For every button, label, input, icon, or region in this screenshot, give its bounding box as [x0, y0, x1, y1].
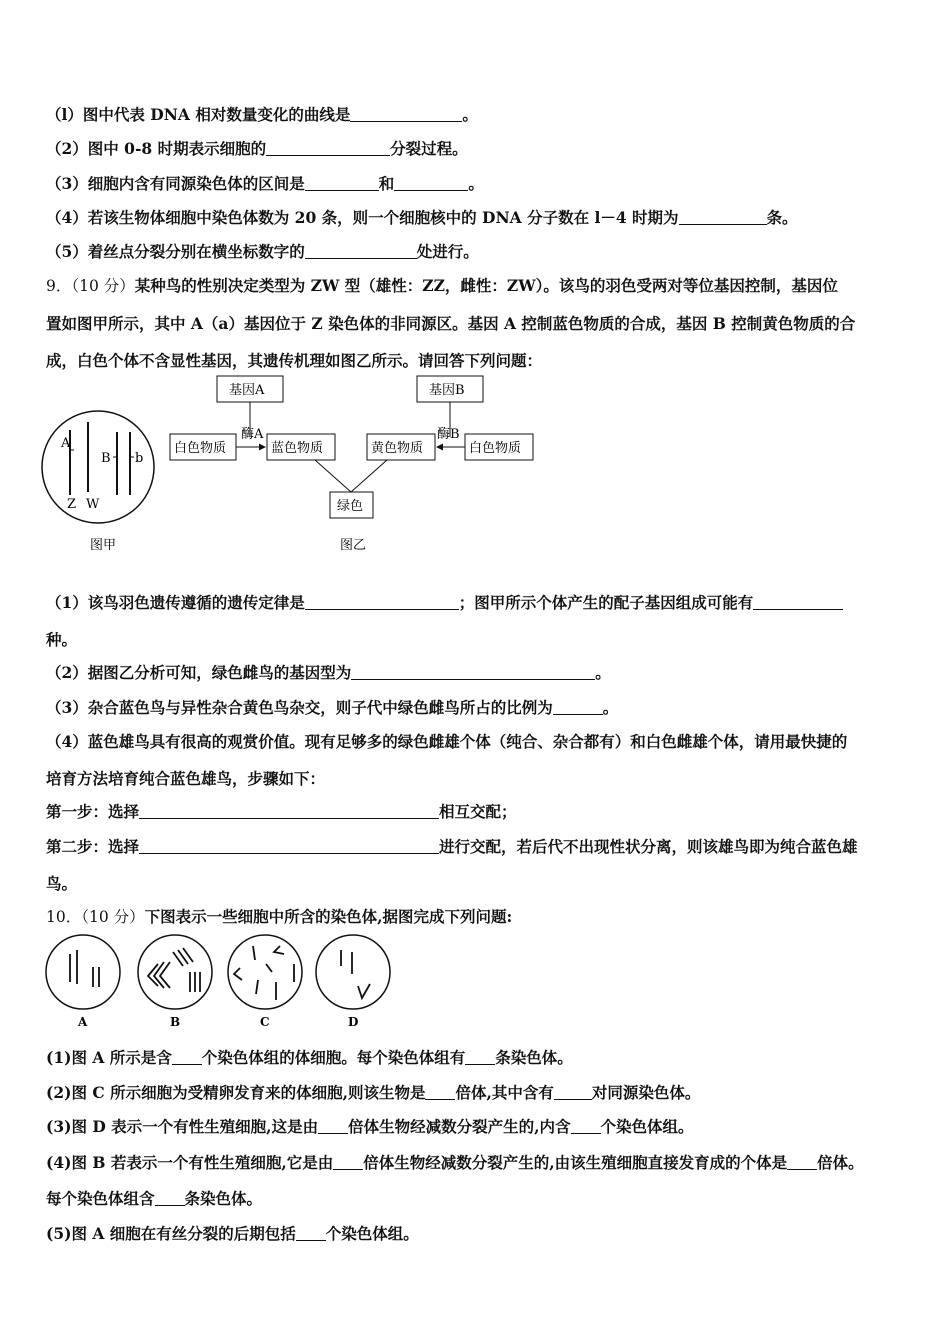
q9-sub3: （3）杂合蓝色鸟与异性杂合黄色鸟杂交，则子代中绿色雌鸟所占的比例为 。 — [46, 698, 619, 717]
q9-sub2: （2）据图乙分析可知，绿色雌鸟的基因型为 。 — [46, 663, 611, 682]
chromosome-label-W: W — [86, 497, 100, 512]
answer-blank[interactable] — [554, 1084, 592, 1101]
figure-caption-yi: 图乙 — [340, 538, 367, 553]
cell-label-A: A — [78, 1015, 88, 1029]
svg-text:白色物质: 白色物质 — [174, 441, 227, 456]
question-number: 9．（10 分） — [46, 277, 135, 295]
q8-sub1: （l）图中代表 DNA 相对数量变化的曲线是 。 — [46, 105, 478, 124]
gene-b-label: 基因B — [429, 383, 465, 398]
figure-chromosome-cells — [40, 932, 400, 1032]
q10-stem: 10．（10 分）下图表示一些细胞中所含的染色体,据图完成下列问题: — [46, 907, 513, 926]
q9-step2-cont: 鸟。 — [46, 874, 78, 893]
gene-label-B: B — [101, 451, 111, 466]
q9-step1: 第一步：选择 相互交配； — [46, 802, 517, 821]
gene-a-label: 基因A — [229, 383, 265, 398]
answer-blank[interactable] — [333, 1154, 363, 1171]
q9-sub1: （1）该鸟羽色遗传遵循的遗传定律是 ；图甲所示个体产生的配子基因组成可能有 — [46, 591, 843, 613]
q8-sub4: （4）若该生物体细胞中染色体数为 20 条，则一个细胞核中的 DNA 分子数在 l－4 时期为 条。 — [46, 208, 798, 227]
svg-text:绿色: 绿色 — [337, 499, 364, 514]
q10-sub3: (3)图 D 表示一个有性生殖细胞,这是由 倍体生物经减数分裂产生的,内含 个染色体组。 — [46, 1117, 694, 1136]
answer-blank[interactable] — [787, 1154, 817, 1171]
answer-blank[interactable] — [318, 1118, 348, 1135]
answer-blank[interactable] — [571, 1118, 601, 1135]
answer-blank[interactable] — [394, 175, 468, 192]
answer-blank[interactable] — [305, 243, 417, 260]
answer-blank[interactable] — [139, 838, 439, 855]
cell-B — [138, 935, 212, 1029]
answer-blank[interactable] — [155, 1190, 185, 1207]
q10-sub1: (1)图 A 所示是含 个染色体组的体细胞。每个染色体组有 条染色体。 — [46, 1048, 573, 1067]
cell-A — [46, 935, 120, 1029]
question-number: 10．（10 分） — [46, 908, 145, 926]
answer-blank[interactable] — [266, 140, 390, 157]
q8-sub2: （2）图中 0-8 时期表示细胞的 分裂过程。 — [46, 139, 468, 158]
gene-label-A: A — [61, 436, 71, 451]
answer-blank[interactable] — [553, 699, 603, 716]
q10-sub4-cont: 每个染色体组含 条染色体。 — [46, 1189, 263, 1208]
figure-jia — [40, 410, 165, 558]
figure-caption-jia: 图甲 — [90, 538, 117, 553]
q9-sub1-cont: 种。 — [46, 630, 78, 649]
enzyme-a-label: 酶A — [241, 427, 264, 442]
q10-sub2: (2)图 C 所示细胞为受精卵发育来的体细胞,则该生物是 倍体,其中含有 对同源染色体。 — [46, 1083, 701, 1102]
q10-sub4: (4)图 B 若表示一个有性生殖细胞,它是由 倍体生物经减数分裂产生的,由该生殖细胞直接发育成的个体是 倍体。 — [46, 1153, 864, 1172]
gene-label-b: b — [135, 451, 144, 466]
figure-yi — [165, 375, 540, 558]
answer-blank[interactable] — [296, 1225, 326, 1242]
answer-blank[interactable] — [753, 594, 843, 611]
answer-blank[interactable] — [425, 1084, 455, 1101]
answer-blank[interactable] — [305, 594, 459, 611]
answer-blank[interactable] — [465, 1049, 495, 1066]
answer-blank[interactable] — [350, 106, 462, 123]
q9-sub4-line1: （4）蓝色雄鸟具有很高的观赏价值。现有足够多的绿色雌雄个体（纯合、杂合都有）和白色雌雄个体，请用最快捷的 — [46, 732, 848, 751]
q9-stem-line3: 成，白色个体不含显性基因，其遗传机理如图乙所示。请回答下列问题： — [46, 351, 543, 370]
svg-text:黄色物质: 黄色物质 — [371, 441, 424, 456]
q9-step2: 第二步：选择 进行交配，若后代不出现性状分离，则该雄鸟即为纯合蓝色雄 — [46, 837, 858, 856]
answer-blank[interactable] — [351, 664, 595, 681]
q8-sub3: （3）细胞内含有同源染色体的区间是 和 。 — [46, 174, 484, 193]
q9-stem-line2: 置如图甲所示，其中 A（a）基因位于 Z 染色体的非同源区。基因 A 控制蓝色物质的合成，基因 B 控制黄色物质的合 — [46, 314, 856, 333]
cell-label-C: C — [260, 1015, 270, 1029]
q8-sub5: （5）着丝点分裂分别在横坐标数字的 处进行。 — [46, 242, 479, 261]
q10-sub5: (5)图 A 细胞在有丝分裂的后期包括 个染色体组。 — [46, 1224, 419, 1243]
svg-text:白色物质: 白色物质 — [469, 441, 522, 456]
q9-stem-line1: 9．（10 分）某种鸟的性别决定类型为 ZW 型（雄性：ZZ，雌性：ZW）。该鸟的羽色受两对等位基因控制，基因位 — [46, 276, 838, 295]
cell-label-B: B — [170, 1015, 181, 1029]
answer-blank[interactable] — [139, 803, 439, 820]
svg-text:蓝色物质: 蓝色物质 — [271, 441, 324, 456]
q9-sub4-line2: 培育方法培育纯合蓝色雄鸟，步骤如下： — [46, 769, 326, 788]
cell-D — [316, 935, 390, 1029]
cell-C — [228, 935, 302, 1029]
answer-blank[interactable] — [305, 175, 379, 192]
answer-blank[interactable] — [679, 209, 767, 226]
chromosome-label-Z: Z — [67, 497, 77, 512]
answer-blank[interactable] — [172, 1049, 202, 1066]
enzyme-b-label: 酶B — [437, 427, 460, 442]
cell-label-D: D — [348, 1015, 359, 1029]
